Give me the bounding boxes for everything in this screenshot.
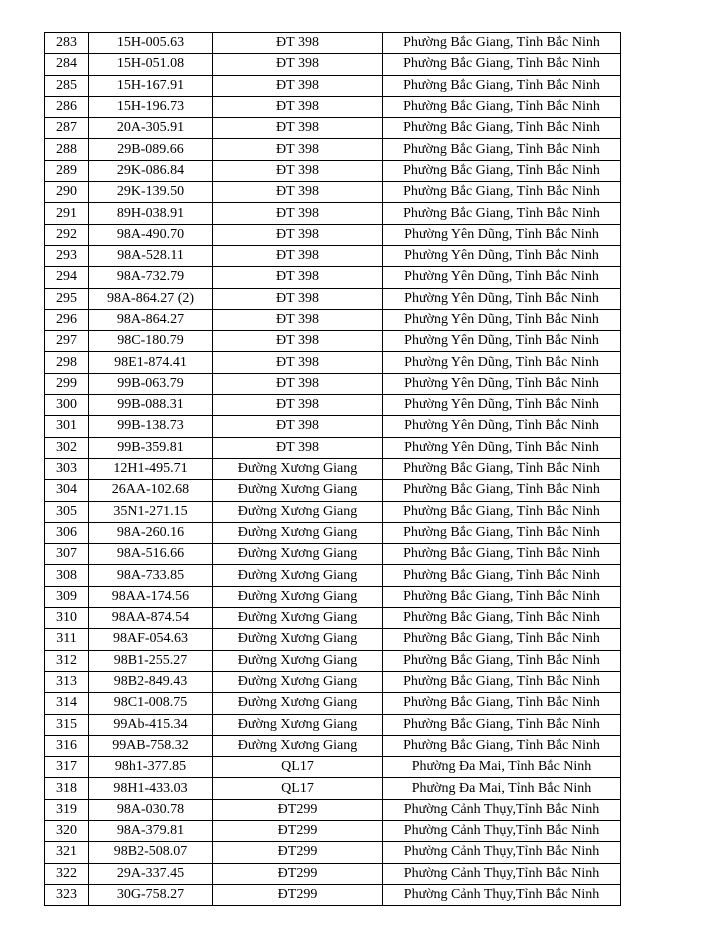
row-number-cell: 287	[45, 118, 89, 139]
row-number-cell: 317	[45, 757, 89, 778]
table-row	[45, 352, 621, 373]
road-cell: ĐT 398	[213, 33, 383, 54]
road-cell: ĐT299	[213, 842, 383, 863]
table-row	[45, 799, 621, 820]
location-cell: Phường Cảnh Thụy,Tỉnh Bắc Ninh	[383, 884, 621, 905]
table-row	[45, 757, 621, 778]
road-cell: ĐT 398	[213, 224, 383, 245]
table-row	[45, 182, 621, 203]
plate-number-cell: 98A-030.78	[89, 799, 213, 820]
row-number-cell: 308	[45, 565, 89, 586]
road-cell: Đường Xương Giang	[213, 693, 383, 714]
plate-number-cell: 20A-305.91	[89, 118, 213, 139]
table-row	[45, 288, 621, 309]
location-cell: Phường Yên Dũng, Tỉnh Bắc Ninh	[383, 395, 621, 416]
table-row	[45, 203, 621, 224]
location-cell: Phường Yên Dũng, Tỉnh Bắc Ninh	[383, 352, 621, 373]
plate-number-cell: 98H1-433.03	[89, 778, 213, 799]
table-row	[45, 416, 621, 437]
road-cell: ĐT 398	[213, 75, 383, 96]
road-cell: Đường Xương Giang	[213, 522, 383, 543]
location-cell: Phường Yên Dũng, Tỉnh Bắc Ninh	[383, 437, 621, 458]
location-cell: Phường Bắc Giang, Tỉnh Bắc Ninh	[383, 160, 621, 181]
row-number-cell: 292	[45, 224, 89, 245]
plate-number-cell: 89H-038.91	[89, 203, 213, 224]
plate-number-cell: 29B-089.66	[89, 139, 213, 160]
road-cell: Đường Xương Giang	[213, 565, 383, 586]
road-cell: ĐT 398	[213, 373, 383, 394]
plate-number-cell: 99B-138.73	[89, 416, 213, 437]
road-cell: ĐT 398	[213, 395, 383, 416]
table-row	[45, 735, 621, 756]
row-number-cell: 300	[45, 395, 89, 416]
plate-number-cell: 12H1-495.71	[89, 458, 213, 479]
row-number-cell: 298	[45, 352, 89, 373]
road-cell: Đường Xương Giang	[213, 480, 383, 501]
table-row	[45, 544, 621, 565]
table-row	[45, 863, 621, 884]
table-row	[45, 54, 621, 75]
row-number-cell: 291	[45, 203, 89, 224]
road-cell: ĐT 398	[213, 245, 383, 266]
row-number-cell: 307	[45, 544, 89, 565]
road-cell: ĐT 398	[213, 267, 383, 288]
plate-number-cell: 98B2-508.07	[89, 842, 213, 863]
location-cell: Phường Yên Dũng, Tỉnh Bắc Ninh	[383, 309, 621, 330]
plate-number-cell: 29A-337.45	[89, 863, 213, 884]
table-row	[45, 884, 621, 905]
road-cell: Đường Xương Giang	[213, 608, 383, 629]
road-cell: ĐT 398	[213, 160, 383, 181]
road-cell: ĐT 398	[213, 96, 383, 117]
location-cell: Phường Bắc Giang, Tỉnh Bắc Ninh	[383, 139, 621, 160]
road-cell: Đường Xương Giang	[213, 586, 383, 607]
row-number-cell: 285	[45, 75, 89, 96]
location-cell: Phường Bắc Giang, Tỉnh Bắc Ninh	[383, 565, 621, 586]
location-cell: Phường Bắc Giang, Tỉnh Bắc Ninh	[383, 182, 621, 203]
road-cell: ĐT 398	[213, 139, 383, 160]
plate-number-cell: 99AB-758.32	[89, 735, 213, 756]
table-row	[45, 331, 621, 352]
location-cell: Phường Bắc Giang, Tỉnh Bắc Ninh	[383, 693, 621, 714]
road-cell: Đường Xương Giang	[213, 629, 383, 650]
plate-number-cell: 98A-732.79	[89, 267, 213, 288]
plate-number-cell: 15H-167.91	[89, 75, 213, 96]
table-row	[45, 33, 621, 54]
location-cell: Phường Bắc Giang, Tỉnh Bắc Ninh	[383, 75, 621, 96]
row-number-cell: 284	[45, 54, 89, 75]
location-cell: Phường Cảnh Thụy,Tỉnh Bắc Ninh	[383, 799, 621, 820]
road-cell: Đường Xương Giang	[213, 544, 383, 565]
location-cell: Phường Yên Dũng, Tỉnh Bắc Ninh	[383, 416, 621, 437]
table-row	[45, 565, 621, 586]
plate-number-cell: 98A-490.70	[89, 224, 213, 245]
row-number-cell: 316	[45, 735, 89, 756]
row-number-cell: 314	[45, 693, 89, 714]
row-number-cell: 301	[45, 416, 89, 437]
location-cell: Phường Yên Dũng, Tỉnh Bắc Ninh	[383, 245, 621, 266]
plate-number-cell: 98B2-849.43	[89, 671, 213, 692]
row-number-cell: 299	[45, 373, 89, 394]
plate-number-cell: 98AF-054.63	[89, 629, 213, 650]
location-cell: Phường Yên Dũng, Tỉnh Bắc Ninh	[383, 224, 621, 245]
table-row	[45, 458, 621, 479]
row-number-cell: 283	[45, 33, 89, 54]
plate-number-cell: 15H-196.73	[89, 96, 213, 117]
location-cell: Phường Bắc Giang, Tỉnh Bắc Ninh	[383, 33, 621, 54]
location-cell: Phường Bắc Giang, Tỉnh Bắc Ninh	[383, 608, 621, 629]
table-row	[45, 671, 621, 692]
plate-number-cell: 99B-063.79	[89, 373, 213, 394]
road-cell: ĐT 398	[213, 309, 383, 330]
row-number-cell: 323	[45, 884, 89, 905]
plate-number-cell: 35N1-271.15	[89, 501, 213, 522]
plate-number-cell: 98h1-377.85	[89, 757, 213, 778]
road-cell: ĐT 398	[213, 118, 383, 139]
row-number-cell: 304	[45, 480, 89, 501]
row-number-cell: 297	[45, 331, 89, 352]
row-number-cell: 315	[45, 714, 89, 735]
plate-number-cell: 99Ab-415.34	[89, 714, 213, 735]
plate-number-cell: 26AA-102.68	[89, 480, 213, 501]
plate-number-cell: 99B-359.81	[89, 437, 213, 458]
plate-number-cell: 98A-528.11	[89, 245, 213, 266]
table-row	[45, 160, 621, 181]
plate-number-cell: 29K-139.50	[89, 182, 213, 203]
row-number-cell: 294	[45, 267, 89, 288]
location-cell: Phường Bắc Giang, Tỉnh Bắc Ninh	[383, 586, 621, 607]
road-cell: ĐT 398	[213, 182, 383, 203]
row-number-cell: 288	[45, 139, 89, 160]
location-cell: Phường Bắc Giang, Tỉnh Bắc Ninh	[383, 203, 621, 224]
table-row	[45, 437, 621, 458]
road-cell: QL17	[213, 778, 383, 799]
table-row	[45, 586, 621, 607]
plate-number-cell: 98A-733.85	[89, 565, 213, 586]
road-cell: ĐT 398	[213, 288, 383, 309]
plate-number-cell: 98C1-008.75	[89, 693, 213, 714]
row-number-cell: 322	[45, 863, 89, 884]
table-row	[45, 842, 621, 863]
row-number-cell: 302	[45, 437, 89, 458]
table-row	[45, 373, 621, 394]
location-cell: Phường Yên Dũng, Tỉnh Bắc Ninh	[383, 288, 621, 309]
plate-number-cell: 98AA-874.54	[89, 608, 213, 629]
table-row	[45, 245, 621, 266]
location-cell: Phường Bắc Giang, Tỉnh Bắc Ninh	[383, 650, 621, 671]
row-number-cell: 303	[45, 458, 89, 479]
table-row	[45, 118, 621, 139]
violations-table	[44, 32, 621, 906]
table-row	[45, 608, 621, 629]
road-cell: ĐT 398	[213, 352, 383, 373]
row-number-cell: 321	[45, 842, 89, 863]
plate-number-cell: 15H-051.08	[89, 54, 213, 75]
location-cell: Phường Bắc Giang, Tỉnh Bắc Ninh	[383, 629, 621, 650]
plate-number-cell: 29K-086.84	[89, 160, 213, 181]
road-cell: ĐT299	[213, 820, 383, 841]
location-cell: Phường Bắc Giang, Tỉnh Bắc Ninh	[383, 480, 621, 501]
row-number-cell: 320	[45, 820, 89, 841]
plate-number-cell: 98A-864.27	[89, 309, 213, 330]
location-cell: Phường Yên Dũng, Tỉnh Bắc Ninh	[383, 331, 621, 352]
road-cell: Đường Xương Giang	[213, 735, 383, 756]
location-cell: Phường Bắc Giang, Tỉnh Bắc Ninh	[383, 458, 621, 479]
row-number-cell: 295	[45, 288, 89, 309]
row-number-cell: 306	[45, 522, 89, 543]
plate-number-cell: 98A-379.81	[89, 820, 213, 841]
table-row	[45, 267, 621, 288]
row-number-cell: 309	[45, 586, 89, 607]
plate-number-cell: 98E1-874.41	[89, 352, 213, 373]
location-cell: Phường Đa Mai, Tỉnh Bắc Ninh	[383, 778, 621, 799]
row-number-cell: 286	[45, 96, 89, 117]
road-cell: Đường Xương Giang	[213, 501, 383, 522]
road-cell: ĐT 398	[213, 54, 383, 75]
road-cell: Đường Xương Giang	[213, 714, 383, 735]
table-row	[45, 139, 621, 160]
location-cell: Phường Bắc Giang, Tỉnh Bắc Ninh	[383, 501, 621, 522]
road-cell: ĐT299	[213, 863, 383, 884]
table-body	[45, 33, 621, 906]
row-number-cell: 293	[45, 245, 89, 266]
location-cell: Phường Bắc Giang, Tỉnh Bắc Ninh	[383, 118, 621, 139]
row-number-cell: 290	[45, 182, 89, 203]
row-number-cell: 311	[45, 629, 89, 650]
table-row	[45, 629, 621, 650]
location-cell: Phường Yên Dũng, Tỉnh Bắc Ninh	[383, 267, 621, 288]
table-row	[45, 501, 621, 522]
location-cell: Phường Bắc Giang, Tỉnh Bắc Ninh	[383, 735, 621, 756]
table-row	[45, 75, 621, 96]
location-cell: Phường Cảnh Thụy,Tỉnh Bắc Ninh	[383, 820, 621, 841]
road-cell: ĐT 398	[213, 437, 383, 458]
row-number-cell: 296	[45, 309, 89, 330]
road-cell: ĐT299	[213, 884, 383, 905]
table-row	[45, 714, 621, 735]
plate-number-cell: 98A-864.27 (2)	[89, 288, 213, 309]
plate-number-cell: 98B1-255.27	[89, 650, 213, 671]
plate-number-cell: 99B-088.31	[89, 395, 213, 416]
road-cell: Đường Xương Giang	[213, 458, 383, 479]
location-cell: Phường Bắc Giang, Tỉnh Bắc Ninh	[383, 544, 621, 565]
road-cell: Đường Xương Giang	[213, 650, 383, 671]
row-number-cell: 318	[45, 778, 89, 799]
table-row	[45, 522, 621, 543]
location-cell: Phường Bắc Giang, Tỉnh Bắc Ninh	[383, 671, 621, 692]
plate-number-cell: 15H-005.63	[89, 33, 213, 54]
location-cell: Phường Cảnh Thụy,Tỉnh Bắc Ninh	[383, 842, 621, 863]
road-cell: Đường Xương Giang	[213, 671, 383, 692]
row-number-cell: 305	[45, 501, 89, 522]
table-row	[45, 480, 621, 501]
plate-number-cell: 30G-758.27	[89, 884, 213, 905]
table-row	[45, 693, 621, 714]
table-row	[45, 395, 621, 416]
location-cell: Phường Bắc Giang, Tỉnh Bắc Ninh	[383, 96, 621, 117]
location-cell: Phường Bắc Giang, Tỉnh Bắc Ninh	[383, 714, 621, 735]
table-row	[45, 309, 621, 330]
location-cell: Phường Đa Mai, Tỉnh Bắc Ninh	[383, 757, 621, 778]
row-number-cell: 319	[45, 799, 89, 820]
row-number-cell: 312	[45, 650, 89, 671]
plate-number-cell: 98C-180.79	[89, 331, 213, 352]
plate-number-cell: 98A-260.16	[89, 522, 213, 543]
location-cell: Phường Yên Dũng, Tỉnh Bắc Ninh	[383, 373, 621, 394]
row-number-cell: 310	[45, 608, 89, 629]
plate-number-cell: 98A-516.66	[89, 544, 213, 565]
table-row	[45, 96, 621, 117]
plate-number-cell: 98AA-174.56	[89, 586, 213, 607]
road-cell: ĐT299	[213, 799, 383, 820]
table-row	[45, 650, 621, 671]
location-cell: Phường Cảnh Thụy,Tỉnh Bắc Ninh	[383, 863, 621, 884]
road-cell: ĐT 398	[213, 416, 383, 437]
road-cell: ĐT 398	[213, 203, 383, 224]
table-row	[45, 820, 621, 841]
road-cell: QL17	[213, 757, 383, 778]
location-cell: Phường Bắc Giang, Tỉnh Bắc Ninh	[383, 522, 621, 543]
table-row	[45, 224, 621, 245]
row-number-cell: 289	[45, 160, 89, 181]
row-number-cell: 313	[45, 671, 89, 692]
location-cell: Phường Bắc Giang, Tỉnh Bắc Ninh	[383, 54, 621, 75]
table-row	[45, 778, 621, 799]
road-cell: ĐT 398	[213, 331, 383, 352]
